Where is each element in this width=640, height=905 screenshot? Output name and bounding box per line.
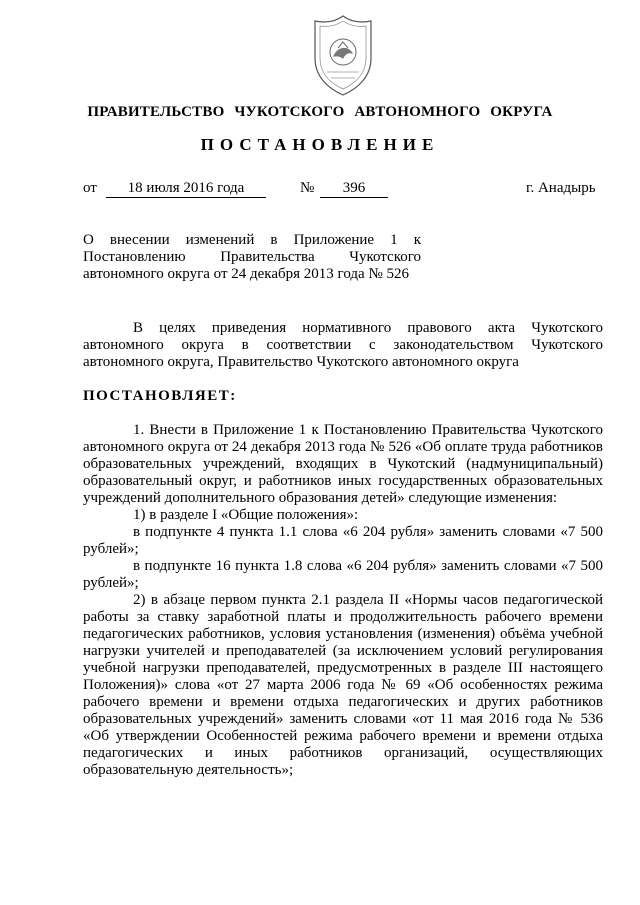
document-place: г. Анадырь — [526, 180, 596, 196]
paragraph-subitem-4: в подпункте 4 пункта 1.1 слова «6 204 рубля» заменить словами «7 500 рублей»; — [83, 524, 603, 557]
preamble-block — [83, 320, 603, 371]
resolves-heading: ПОСТАНОВЛЯЕТ: — [83, 388, 237, 404]
document-type-title: ПОСТАНОВЛЕНИЕ — [200, 135, 440, 154]
government-title: ПРАВИТЕЛЬСТВО ЧУКОТСКОГО АВТОНОМНОГО ОКРУГА — [87, 104, 553, 120]
paragraph-1: 1. Внести в Приложение 1 к Постановлению Правительства Чукотского автономного округа от 24 декабря 2013 года № 526 «Об оплате труда работников образовательных учреждений, входящих в Чукотский (надмуниципальный) образовательный округ, и работников иных государственных образовательных учреждений дополнительного образования детей» следующие изменения: — [83, 422, 603, 506]
document-date: 18 июля 2016 года — [106, 180, 266, 198]
document-subject: О внесении изменений в Приложение 1 к Постановлению Правительства Чукотского автономного округа от 24 декабря 2013 года № 526 — [83, 232, 421, 282]
paragraph-section-2: 2) в абзаце первом пункта 2.1 раздела II «Нормы часов педагогической работы за ставку заработной платы и продолжительность рабочего времени педагогических работников, условия установления (изменения) объёма учебной нагрузки учителей и преподавателей (за исключением условий регулирования учебной нагрузки преподавателей, предусмотренных в разделе III настоящего Положения)» слова «от 27 марта 2006 года № 69 «Об особенностях режима рабочего времени и времени отдыха педагогических и других работников образовательных учреждений» заменить словами «от 11 мая 2016 года № 536 «Об утверждении Особенностей режима рабочего времени и времени отдыха педагогических и иных работников организаций, осуществляющих образовательную деятельность»; — [83, 592, 603, 778]
coat-of-arms-emblem — [305, 12, 381, 98]
preamble-text: В целях приведения нормативного правового акта Чукотского автономного округа в соответствии с законодательством Чукотского автономного округа, Правительство Чукотского автономного округа — [83, 320, 603, 370]
paragraph-section-1: 1) в разделе I «Общие положения»: — [133, 507, 359, 523]
date-prefix: от — [83, 180, 97, 196]
document-number: 396 — [320, 180, 388, 198]
resolution-body — [83, 422, 603, 779]
number-prefix: № — [300, 180, 315, 196]
paragraph-subitem-16: в подпункте 16 пункта 1.8 слова «6 204 рубля» заменить словами «7 500 рублей»; — [83, 558, 603, 591]
